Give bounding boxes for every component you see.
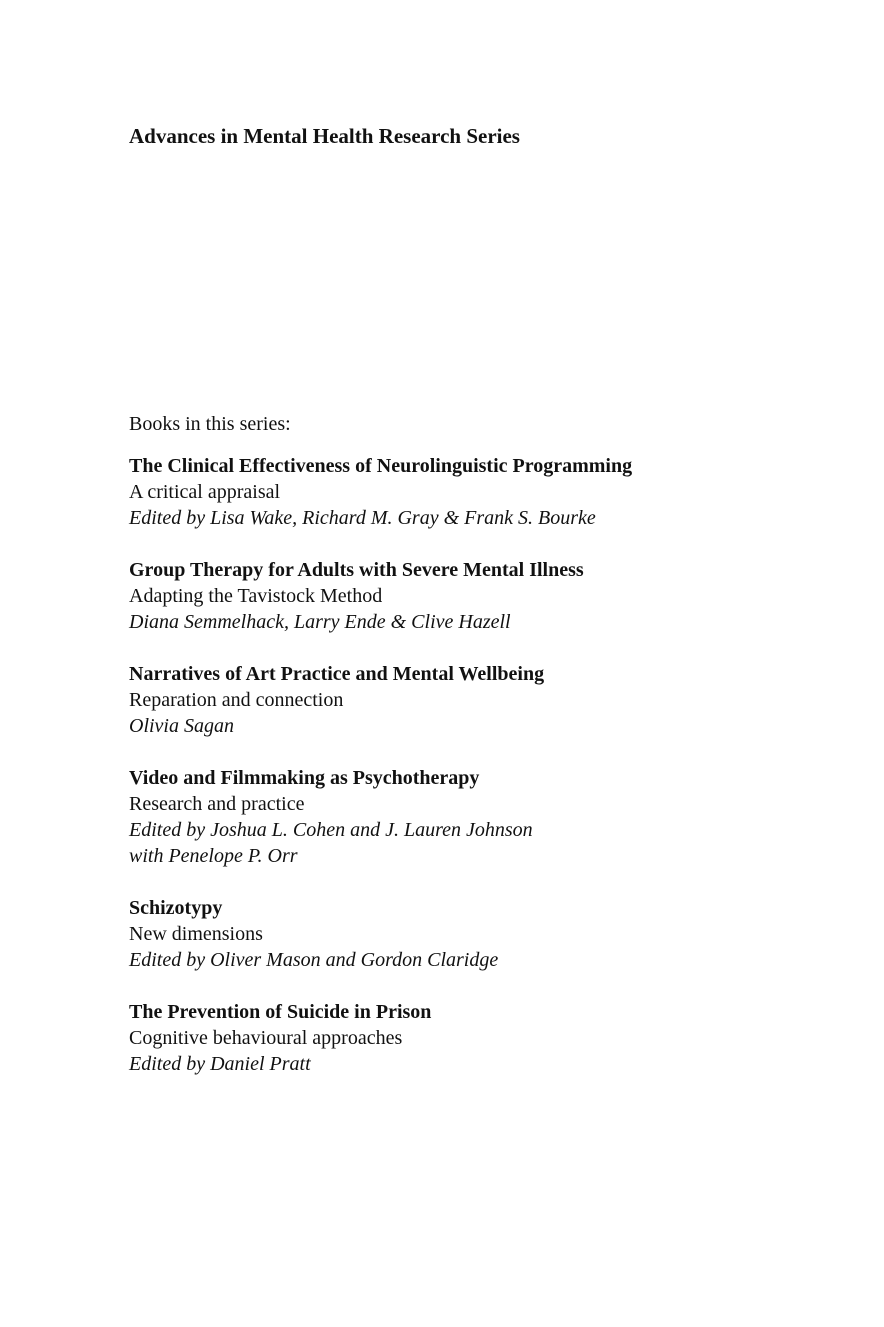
book-title: Narratives of Art Practice and Mental Wellbeing (129, 663, 545, 685)
book-title: Schizotypy (129, 897, 223, 919)
book-credit: Edited by Daniel Pratt (129, 1053, 311, 1075)
book-entry (129, 999, 849, 1077)
book-entry (129, 453, 849, 531)
book-entry (129, 557, 849, 635)
book-subtitle: Research and practice (129, 793, 305, 815)
book-credit: Edited by Joshua L. Cohen and J. Lauren Johnson (129, 819, 533, 841)
book-list (129, 453, 849, 1103)
book-subtitle: A critical appraisal (129, 481, 281, 503)
book-title: The Clinical Effectiveness of Neurolinguistic Programming (129, 455, 633, 477)
book-entry (129, 895, 849, 973)
book-entry (129, 765, 849, 869)
book-subtitle: New dimensions (129, 923, 263, 945)
book-subtitle: Adapting the Tavistock Method (129, 585, 383, 607)
book-subtitle: Cognitive behavioural approaches (129, 1027, 403, 1049)
book-credit-continued: with Penelope P. Orr (129, 845, 298, 867)
book-credit: Edited by Oliver Mason and Gordon Claridge (129, 949, 499, 971)
book-entry (129, 661, 849, 739)
book-credit: Edited by Lisa Wake, Richard M. Gray & Frank S. Bourke (129, 507, 596, 529)
book-credit: Olivia Sagan (129, 715, 234, 737)
book-subtitle: Reparation and connection (129, 689, 344, 711)
book-title: The Prevention of Suicide in Prison (129, 1001, 432, 1023)
book-title: Group Therapy for Adults with Severe Mental Illness (129, 559, 584, 581)
book-credit: Diana Semmelhack, Larry Ende & Clive Hazell (129, 611, 511, 633)
series-title: Advances in Mental Health Research Series (129, 124, 520, 148)
book-title: Video and Filmmaking as Psychotherapy (129, 767, 480, 789)
books-heading: Books in this series: (129, 413, 291, 435)
